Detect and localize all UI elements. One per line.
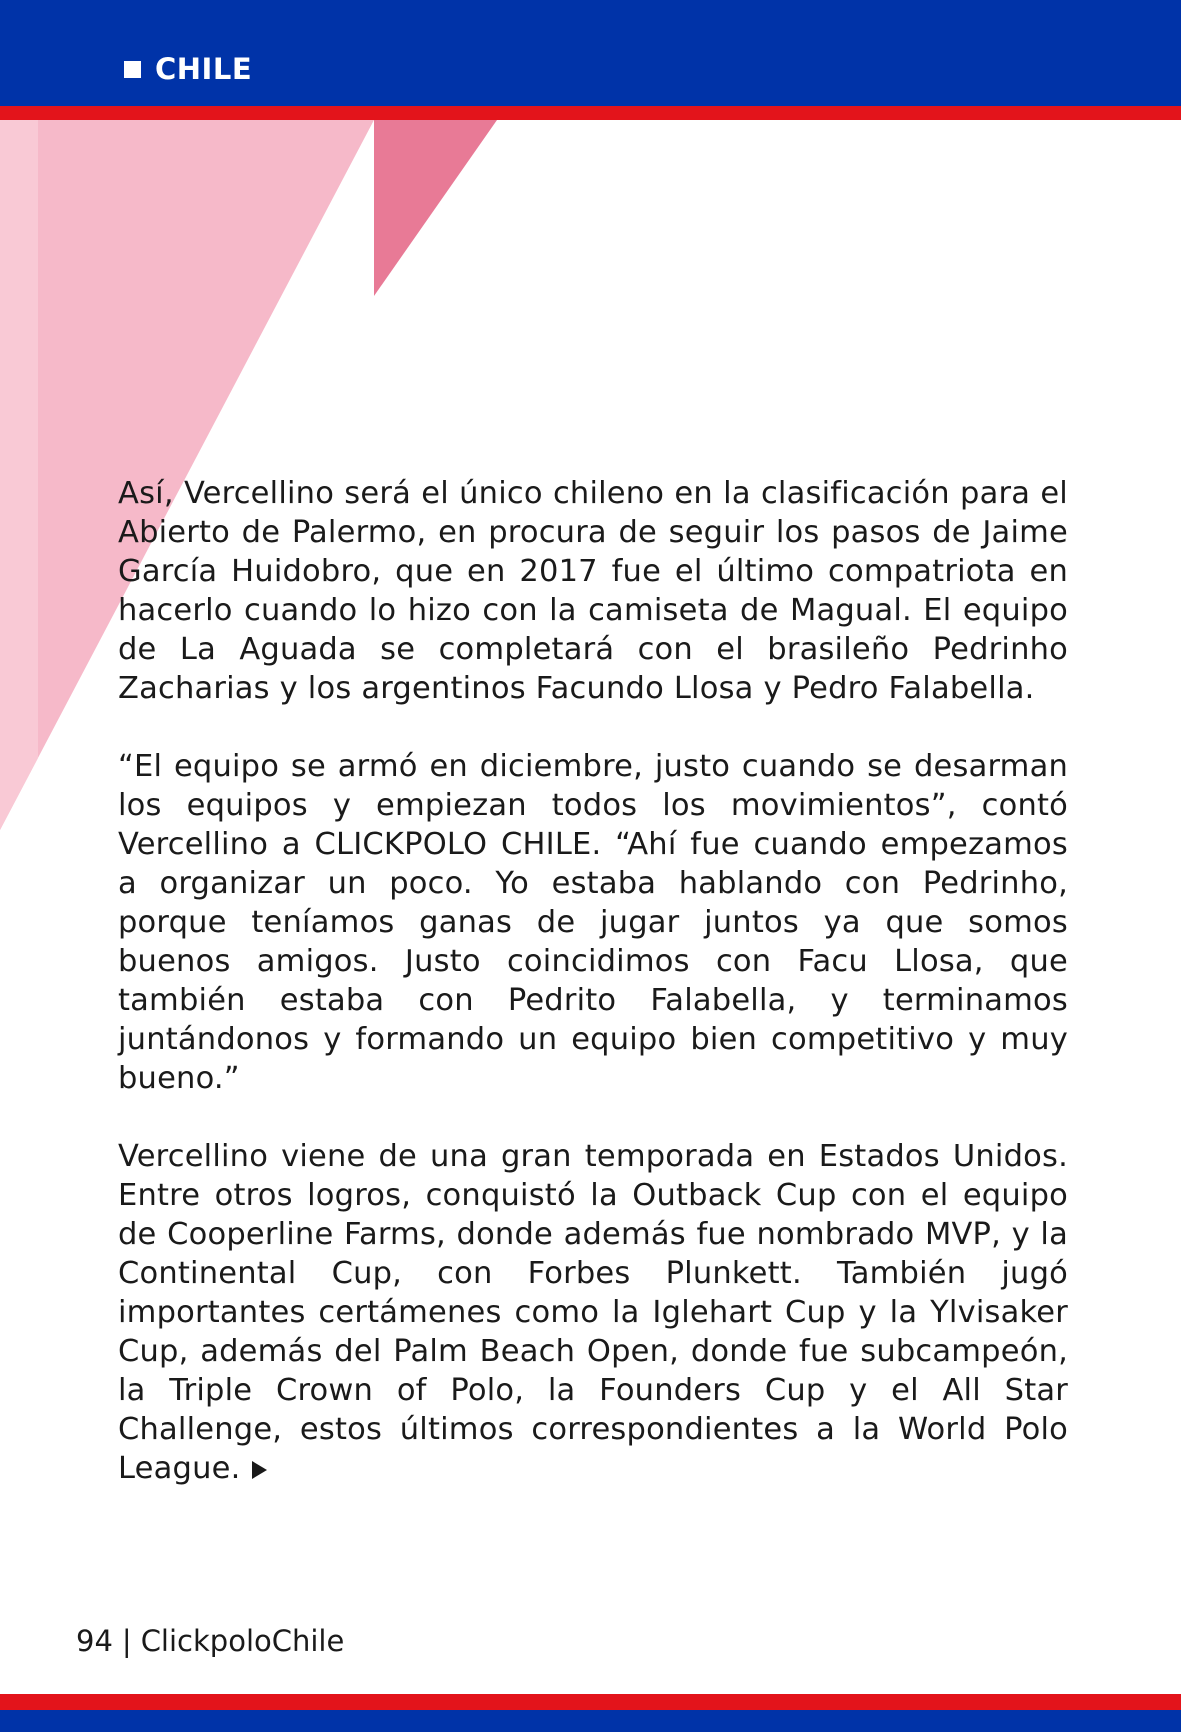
arrow-right-icon xyxy=(252,1461,267,1479)
pink-dark-triangle xyxy=(374,120,497,296)
section-label xyxy=(124,52,252,86)
article-paragraph-2: “El equipo se armó en diciembre, justo cuando se desarman los equipos y empiezan todos los movimientos”, contó Vercellino a CLICKPOLO CHILE. “Ahí fue cuando empezamos a organizar un poco. Yo estaba hablando con Pedrinho, porque teníamos ganas de jugar juntos ya que somos buenos amigos. Justo coincidimos con Facu Llosa, que también estaba con Pedrito Falabella, y terminamos juntándonos y formando un equipo bien competitivo y muy bueno.” xyxy=(118,749,1068,1096)
footer xyxy=(76,1624,344,1658)
footer-blue-stripe xyxy=(0,1710,1181,1732)
header-red-stripe xyxy=(0,106,1181,120)
square-icon xyxy=(124,61,141,78)
footer-separator: | xyxy=(121,1624,132,1658)
article-paragraph-3-text: Vercellino viene de una gran temporada en Estados Unidos. Entre otros logros, conquistó la Outback Cup con el equipo de Cooperline Farms, donde además fue nombrado MVP, y la Continental Cup, con Forbes Plunkett. También jugó importantes certámenes como la Iglehart Cup y la Ylvisaker Cup, además del Palm Beach Open, donde fue subcampeón, la Triple Crown of Polo, la Founders Cup y el All Star Challenge, estos últimos correspondientes a la World Polo League. xyxy=(118,1139,1068,1486)
article-body xyxy=(118,474,1068,1527)
article-paragraph-3 xyxy=(118,1137,1068,1488)
pink-edge-strip xyxy=(0,120,38,830)
publication-name: ClickpoloChile xyxy=(140,1624,345,1658)
article-paragraph-1: Así, Vercellino será el único chileno en la clasificación para el Abierto de Palermo, en procura de seguir los pasos de Jaime García Huidobro, que en 2017 fue el último compatriota en hacerlo cuando lo hizo con la camiseta de Magual. El equipo de La Aguada se completará con el brasileño Pedrinho Zacharias y los argentinos Facundo Llosa y Pedro Falabella. xyxy=(118,476,1068,706)
page-number: 94 xyxy=(76,1624,113,1658)
footer-red-stripe xyxy=(0,1694,1181,1710)
section-title: CHILE xyxy=(155,52,253,86)
